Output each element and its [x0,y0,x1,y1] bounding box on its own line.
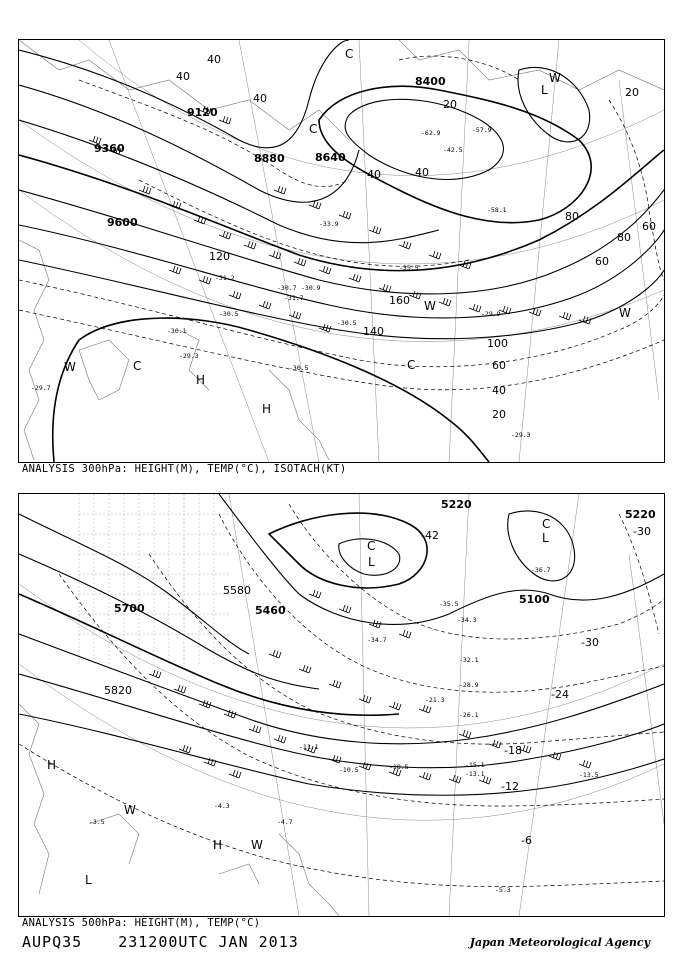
wind-barb [309,590,321,598]
temp-value: -30.7 [277,284,297,292]
coastline [19,40,664,460]
wind-barb [249,725,261,733]
coastline [19,704,339,916]
temp-value: -30.5 [289,364,309,372]
wind-barb [499,306,511,314]
isotherm-label: -6 [521,834,532,847]
center-symbol: W [549,71,561,85]
map-300hpa [19,40,664,462]
isotach-label: 40 [367,168,381,181]
height-label-9360: 9360 [94,142,125,155]
temp-value: -21.3 [425,696,445,704]
temp-value: -13.1 [465,770,485,778]
wind-barb [244,241,256,249]
wind-barb [339,605,351,613]
temp-value: -35.5 [439,600,459,608]
wind-barb [349,274,361,282]
product-header [22,933,325,951]
wind-barb [459,730,471,738]
height-label-8400: 8400 [415,75,446,88]
temp-value: -18.5 [389,763,409,771]
temp-value: -4.3 [214,802,230,810]
temp-value: -31.7 [284,294,304,302]
wind-barb [229,291,241,299]
isotherm-label: -30 [633,525,651,538]
temp-value: -29.3 [511,431,531,439]
wind-barb [419,772,431,780]
wind-barb [274,186,286,194]
isotherm-label: -24 [551,688,569,701]
ridge-contour [79,318,489,462]
wind-barb [194,216,206,224]
meridian-lines [229,494,664,916]
temp-value: -32.1 [459,656,479,664]
wind-barb [419,705,431,713]
latitude-lines [19,40,664,342]
temp-value: -13.5 [579,771,599,779]
isotach-label: 60 [492,359,506,372]
wind-barb [219,231,231,239]
wind-barb [399,241,411,249]
center-symbol: L [85,873,92,887]
wind-barb [369,226,381,234]
wind-barb [579,760,591,768]
center-symbol: C [407,358,416,372]
center-symbol: L [541,83,548,97]
center-symbol: W [251,838,263,852]
center-symbol: W [124,803,136,817]
temp-value: -3.5 [89,818,105,826]
height-label-5220b: 5220 [625,508,656,521]
temp-value: -11.1 [299,743,319,751]
wind-barb [329,755,341,763]
height-label-9120: 9120 [187,106,218,119]
center-symbol: W [619,306,631,320]
wind-barb [429,251,441,259]
height-contours [19,494,664,795]
wind-barb [469,304,481,312]
temp-value: -58.1 [487,206,507,214]
temp-value: -15.1 [465,761,485,769]
isotach-label: 40 [176,70,190,83]
temp-value: -36.7 [531,566,551,574]
temp-value: -42.5 [443,146,463,154]
height-label-9600: 9600 [107,216,138,229]
isotach-label: 60 [595,255,609,268]
chart-500hpa [18,493,665,917]
wind-barb [259,301,271,309]
temp-value: -34.7 [367,636,387,644]
temp-value: -4.7 [277,818,293,826]
wind-barb [149,670,161,678]
height-label-5700: 5700 [114,602,145,615]
temp-value: -33.9 [319,220,339,228]
wind-barb [449,775,461,783]
temp-value: -62.9 [421,129,441,137]
wind-barb [359,695,371,703]
isotach-label: 40 [492,384,506,397]
temp-value: -30.1 [167,327,187,335]
grid-lines [79,494,229,664]
wind-barb [269,650,281,658]
center-symbol: C [542,517,551,531]
height-contours [19,40,664,339]
center-symbol: W [64,360,76,374]
wind-barb [399,630,411,638]
center-symbol: L [368,555,375,569]
temp-value: -30.5 [219,310,239,318]
height-label-5100: 5100 [519,593,550,606]
temp-value: -10.5 [339,766,359,774]
center-symbol: H [262,402,272,416]
analysis-datetime: 231200UTC JAN 2013 [118,933,299,951]
isotach-label: 40 [207,53,221,66]
isotach-label: 20 [492,408,506,421]
wind-barb [274,735,286,743]
wind-barb [169,266,181,274]
wind-barb [439,298,451,306]
isotherm-label: -18 [504,744,522,757]
isotach-label: 40 [415,166,429,179]
temp-value: -28.9 [459,681,479,689]
isotach-label: 80 [617,231,631,244]
ridge-contour-west [53,340,79,462]
temp-value: -30.5 [337,319,357,327]
wind-barb [329,680,341,688]
product-id: AUPQ35 [22,933,83,951]
height-label-5460: 5460 [255,604,286,617]
wind-barb [389,702,401,710]
map-500hpa [19,494,664,916]
isotach-label: 100 [487,337,508,350]
height-label-5220: 5220 [441,498,472,511]
center-symbol: L [542,531,549,545]
caption-500hpa: ANALYSIS 500hPa: HEIGHT(M), TEMP(°C) [22,917,261,929]
height-label-5580: 5580 [223,584,251,597]
isotach-label: 20 [443,98,457,111]
isotherm-label: -42 [421,529,439,542]
temp-value: -29.3 [179,352,199,360]
isotach-label: 140 [363,325,384,338]
center-symbol: H [196,373,206,387]
temp-value: -5.3 [495,886,511,894]
temp-value: -30.9 [301,284,321,292]
temp-value: -57.9 [472,126,492,134]
center-symbol: C [133,359,142,373]
temp-value: -29.9 [481,310,501,318]
height-label-5820: 5820 [104,684,132,697]
temp-value: -34.3 [457,616,477,624]
temp-value: -29.7 [31,384,51,392]
agency-name: Japan Meteorological Agency [469,936,650,949]
center-symbol: W [424,299,436,313]
wind-barb [294,258,306,266]
isotach-label: 80 [565,210,579,223]
isotherm-label: -30 [581,636,599,649]
center-symbol: H [213,838,223,852]
wind-barb [299,665,311,673]
chart-300hpa [18,39,665,463]
caption-300hpa: ANALYSIS 300hPa: HEIGHT(M), TEMP(°C), ISOTACH(KT) [22,463,347,475]
height-label-8640: 8640 [315,151,346,164]
isotach-label: 20 [625,86,639,99]
center-symbol: H [47,758,57,772]
wind-barbs [149,590,591,784]
wind-barb [139,186,151,194]
wind-barb [319,266,331,274]
temp-value: -26.1 [459,711,479,719]
isotach-label: 120 [209,250,230,263]
temp-value: -35.5 [399,264,419,272]
isotherm-label: -12 [501,780,519,793]
wind-barb [229,770,241,778]
temp-value: -31.2 [215,274,235,282]
meridian-lines [109,40,659,462]
center-symbol: C [309,122,318,136]
wind-barb [339,211,351,219]
height-label-8880: 8880 [254,152,285,165]
wind-barb [219,116,231,124]
wind-barb [409,291,421,299]
isotach-label: 160 [389,294,410,307]
isotach-label: 60 [642,220,656,233]
isotach-label: 40 [253,92,267,105]
center-symbol: C [345,47,354,61]
wind-barb [559,312,571,320]
center-symbol: C [367,539,376,553]
